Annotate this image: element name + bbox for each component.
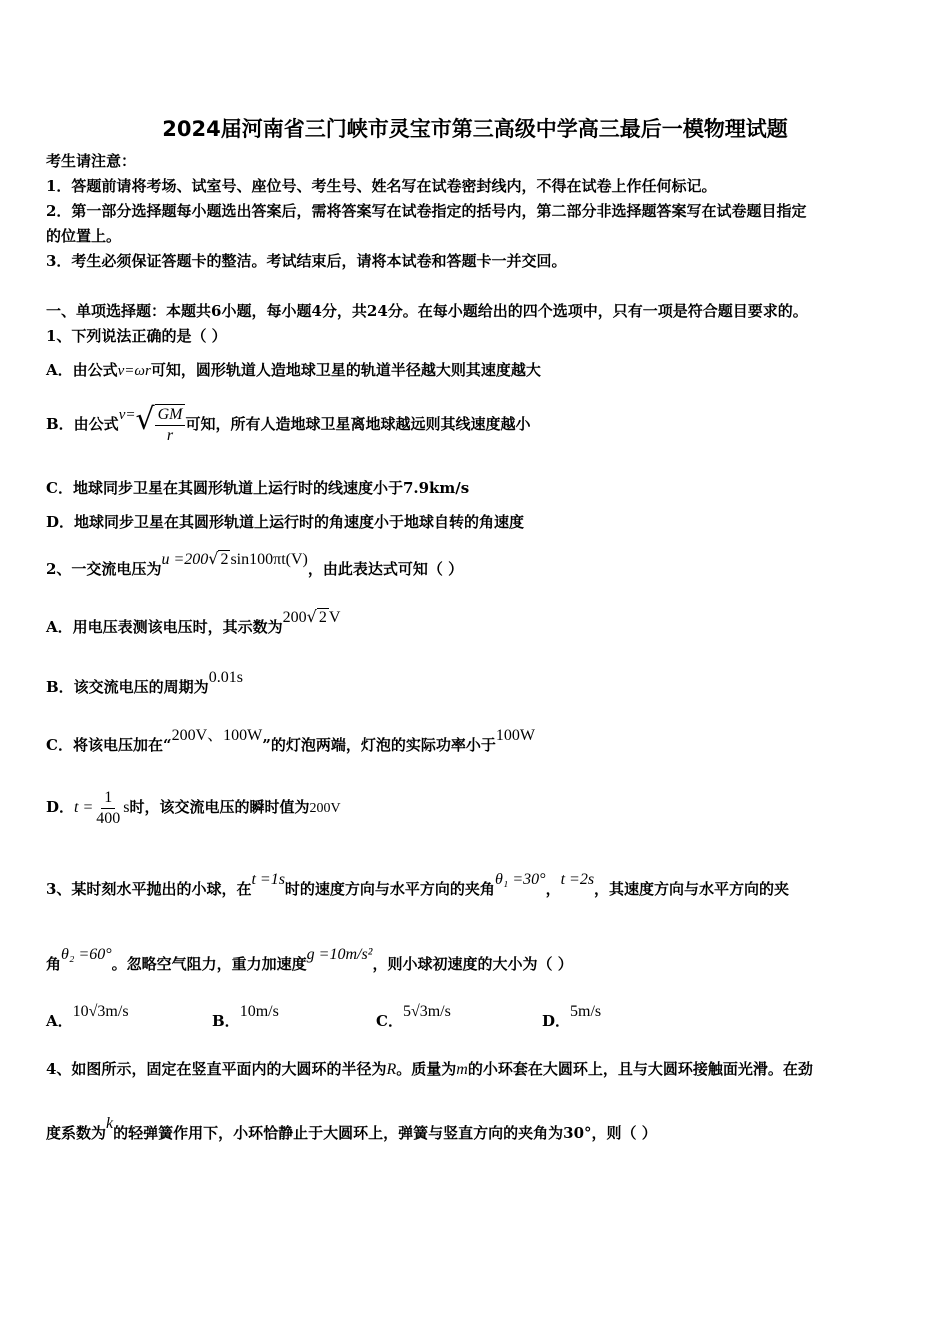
sqrt-sign: √	[306, 607, 317, 626]
q2-d-value: 200V	[309, 801, 341, 816]
q3-option-value: 10√3m/s	[72, 1003, 129, 1020]
q3-option-b	[212, 1003, 279, 1035]
q1-b-suffix: 可知，所有人造地球卫星离地球越远则其线速度越小	[185, 415, 531, 433]
q2-c-text2: ”的灯泡两端，灯泡的实际功率小于	[262, 736, 496, 754]
q2-a-value	[283, 604, 341, 631]
question-2-stem	[46, 549, 464, 583]
q4-line2-b: 的轻弹簧作用下，小环恰静止于大圆环上，弹簧与竖直方向的夹角为30°，则（ ）	[113, 1124, 657, 1142]
q1-option-b	[46, 396, 531, 449]
q2-a-val-a: 200	[282, 609, 307, 626]
q1-option-c: C．地球同步卫星在其圆形轨道上运行时的线速度小于7.9km/s	[46, 479, 470, 497]
q2-d-text2: 时，该交流电压的瞬时值为	[129, 798, 310, 816]
q2-stem-suffix: ，由此表达式可知（ ）	[307, 560, 464, 578]
q2-c-text1: C．将该电压加在“	[46, 736, 172, 754]
q3-option-value: 10m/s	[239, 1003, 279, 1020]
q4-k: k	[106, 1115, 114, 1132]
q1-option-a	[46, 360, 541, 381]
q2-d-t: t =	[74, 799, 94, 816]
q3-t1: t =1s	[251, 871, 285, 888]
q3-option-label: C．	[376, 1012, 403, 1030]
notice-item: 2．第一部分选择题每小题选出答案后，需将答案写在试卷指定的括号内，第二部分非选择题答案写在试卷题目指定	[46, 202, 807, 220]
q2-a-text: A．用电压表测该电压时，其示数为	[46, 618, 283, 636]
q4-line1-b: 。质量为	[396, 1060, 457, 1078]
sqrt-sign: √	[208, 549, 219, 568]
notice-heading: 考生请注意：	[46, 152, 137, 170]
q3-option-c	[376, 1003, 451, 1035]
q2-formula-b: sin100πt(V)	[230, 551, 308, 568]
q2-d-unit: s	[123, 799, 130, 816]
q1-a-formula: v=ωr	[117, 363, 151, 379]
q3-line2-c: ，则小球初速度的大小为（ ）	[372, 955, 573, 973]
notice-item: 1．答题前请将考场、试室号、座位号、考生号、姓名写在试卷密封线内，不得在试卷上作任何标记。	[46, 177, 717, 195]
q2-a-val-b: V	[328, 609, 341, 626]
q4-m: m	[456, 1061, 468, 1078]
q2-b-text: B．该交流电压的周期为	[46, 678, 209, 696]
q3-option-value: 5m/s	[570, 1003, 602, 1020]
q3-g: g =10m/s²	[306, 946, 373, 963]
q1-a-suffix: 可知，圆形轨道人造地球卫星的轨道半径越大则其速度越大	[150, 361, 541, 379]
q3-option-label: D．	[542, 1012, 571, 1030]
q2-option-c	[46, 727, 535, 759]
q2-stem-prefix: 2、一交流电压为	[46, 560, 162, 578]
q1-b-prefix: B．由公式	[46, 415, 119, 433]
q3-line1-b: 时的速度方向与水平方向的夹角	[284, 880, 495, 898]
question-4-line2	[46, 1115, 657, 1147]
q1-b-v: v=	[118, 407, 136, 423]
q1-b-num: GM	[155, 405, 186, 426]
q2-option-b	[46, 669, 243, 701]
q3-option-value: 5√3m/s	[402, 1003, 451, 1020]
q2-d-den: 400	[96, 809, 121, 827]
q1-b-den: r	[166, 427, 174, 444]
q3-line1-d: ，其速度方向与水平方向的夹	[594, 880, 790, 898]
q3-line2-a: 角	[46, 955, 62, 973]
q3-theta2: θ₂ =60°	[61, 946, 112, 963]
question-3-line2	[46, 946, 573, 978]
q1-b-fraction	[155, 404, 186, 446]
q2-formula-a: u =200	[161, 551, 209, 568]
q2-formula	[161, 546, 307, 573]
question-1-stem: 1、下列说法正确的是（ ）	[46, 327, 227, 345]
q1-option-d: D．地球同步卫星在其圆形轨道上运行时的角速度小于地球自转的角速度	[46, 513, 525, 531]
q2-formula-root: 2	[220, 551, 229, 568]
q2-d-fraction	[93, 788, 123, 829]
section-heading: 一、单项选择题：本题共6小题，每小题4分，共24分。在每小题给出的四个选项中，只有一项是符合题目要求的。	[46, 302, 808, 320]
q4-R: R	[386, 1061, 397, 1078]
question-4-line1	[46, 1056, 813, 1083]
q4-line1-a: 4、如图所示，固定在竖直平面内的大圆环的半径为	[46, 1060, 387, 1078]
q3-option-label: B．	[212, 1012, 240, 1030]
q2-d-num: 1	[101, 788, 115, 809]
q2-d-text1: D．	[46, 798, 75, 816]
q2-b-value: 0.01s	[208, 669, 243, 686]
q3-theta1: θ₁ =30°	[494, 871, 546, 888]
notice-item: 3．考生必须保证答题卡的整洁。考试结束后，请将本试卷和答题卡一并交回。	[46, 252, 567, 270]
q3-t2: t =2s	[560, 871, 595, 888]
q2-c-value1: 200V、100W	[171, 727, 263, 744]
notice-item: 的位置上。	[46, 227, 122, 245]
q3-line1-c: ，	[545, 880, 561, 898]
q3-option-a	[46, 1003, 129, 1035]
q1-a-prefix: A．由公式	[46, 361, 118, 379]
q3-line1-a: 3、某时刻水平抛出的小球，在	[46, 880, 252, 898]
q2-option-d	[46, 784, 341, 832]
q3-line2-b: 。忽略空气阻力，重力加速度	[111, 955, 307, 973]
page-title: 2024届河南省三门峡市灵宝市第三高级中学高三最后一模物理试题	[162, 117, 788, 141]
q3-option-d	[542, 1003, 602, 1035]
sqrt-sign: √	[135, 402, 155, 437]
q4-line2-a: 度系数为	[46, 1124, 107, 1142]
question-3-line1	[46, 871, 790, 903]
q2-c-value2: 100W	[495, 727, 535, 744]
q3-option-label: A．	[46, 1012, 73, 1030]
q4-line1-c: 的小环套在大圆环上，且与大圆环接触面光滑。在劲	[467, 1060, 813, 1078]
q2-a-val-root: 2	[318, 609, 327, 626]
q2-option-a	[46, 607, 341, 641]
